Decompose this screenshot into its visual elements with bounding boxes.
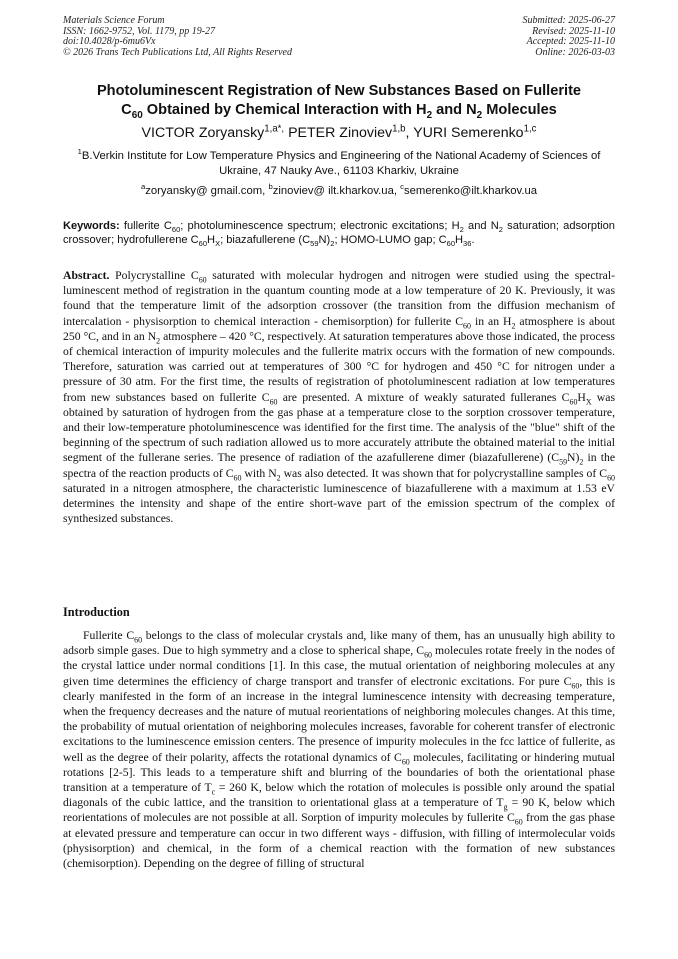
journal-name: Materials Science Forum	[63, 15, 165, 26]
email-link[interactable]: zoryansky@ gmail.com,	[145, 185, 269, 197]
paper-title	[40, 82, 638, 119]
keywords-label: Keywords:	[63, 220, 120, 232]
journal-header-left	[63, 16, 292, 58]
email-link[interactable]: zinoviev@ ilt.kharkov.ua,	[272, 185, 397, 197]
accepted-date: Accepted: 2025-11-10	[526, 36, 615, 47]
doi-link[interactable]: doi:10.4028/p-6mu6Vx	[63, 36, 156, 47]
keywords-section: Keywords: fullerite $C_{60}$; photoluminescence spectrum; electronic excitations; $H_2$ and $N_2$ saturation; adsorption crossover; hydrofullerene $C_{60}H_X$; biazafullerene $(C_{59}N)_2$; HOMO-LUMO gap; $C_{60}H_{36}$.	[63, 220, 615, 249]
revised-date: Revised: 2025-11-10	[532, 25, 615, 37]
online-date: Online: 2026-03-03	[535, 46, 615, 58]
title-line-1: Photoluminescent Registration of New Substances Based on Fullerite	[96, 83, 582, 99]
author-list: VICTOR Zoryansky$^{1,a*,}$ PETER Zinoviev$^{1,b}$, YURI Semerenko$^{1,c}$	[141, 123, 537, 141]
section-heading-introduction: Introduction	[63, 605, 130, 619]
author-name: PETER Zinoviev	[284, 125, 393, 141]
email-link[interactable]: semerenko@ilt.kharkov.ua	[403, 185, 538, 197]
affiliation: $^1$B.Verkin Institute for Low Temperature Physics and Engineering of the National Academy of Sciences of Ukraine, 47 Nauky Ave., 61103 Kharkiv, Ukraine	[77, 147, 601, 177]
abstract-label: Abstract.	[63, 269, 110, 282]
author-name: VICTOR Zoryansky	[141, 125, 265, 141]
author-emails: $^a$zoryansky@ gmail.com, $^b$zinoviev@ ilt.kharkov.ua, $^c$semerenko@ilt.kharkov.ua	[140, 182, 538, 197]
abstract-section: Abstract. Polycrystalline $C_{60}$ saturated with molecular hydrogen and nitrogen were studied using the spectral-luminescent method of registration in the quantum counting mode at a low temperature of 20 K. Previously, it was found that the temperature limit of the adsorption crossover (the transition from the diffusion mechanism of intercalation - physisorption to chemical interaction - chemisorption) for fullerite $C_{60}$ in an $H_2$ atmosphere is about 250 °C, and in an $N_2$ atmosphere – 420 °C, respectively. At saturation temperatures above those indicated, the process of chemical interaction of impurity molecules and the fullerite matrix occurs with the formation of new compounds. Therefore, saturation was carried out at temperatures of 300 °C for hydrogen and 450 °C for nitrogen under a pressure of 30 atm. For the first time, the results of registration of photoluminescent radiation at low temperatures from new substances based on fullerite $C_{60}$ are presented. A mixture of weakly saturated fulleranes $C_{60}H_X$ was obtained by saturation of hydrogen from the gas phase at a temperature close to the sorption crossover temperature, and their low-temperature photoluminescence was identified for the first time. The analysis of the "blue" shift of the beginning of the spectrum of such radiation allowed us to more accurately attribute the obtained material to the initial segment of the fullerane series. The presence of radiation of the azafullerene dimer (biazafullerene) $(C_{59}N)_2$ in the spectra of the reaction products of $C_{60}$ with $N_2$ was also detected. It was shown that for polycrystalline samples of $C_{60}$ saturated in a nitrogen atmosphere, the characteristic luminescence of biazafullerene with a maximum at 1.53 eV determines the intensity and shape of the entire short-wave part of the emission spectrum of the complex of synthesized substances.	[63, 269, 616, 526]
introduction-paragraph: Fullerite $C_{60}$ belongs to the class of molecular crystals and, like many of them, has an unusually high ability to adsorb simple gases. Due to high symmetry and a close to spherical shape, $C_{60}$ molecules rotate freely in the nodes of the crystal lattice under normal conditions [1]. In this case, the mutual orientation of neighboring molecules at any given time determines the efficiency of charge transport and transfer of electronic excitations. For pure $C_{60}$, this is clearly manifested in the form of an increase in the integral luminescence intensity with decreasing temperature, when the frequency decreases and the nature of mutual reorientations of neighboring molecules changes. At this time, the probability of mutual orientation of neighboring molecules increases, favorable for coherent transfer of electronic excitations to the luminescence emission centers. The presence of impurity molecules in the fcc lattice of fullerite, as well as the degree of their polarity, affects the rotational dynamics of $C_{60}$ molecules, facilitating or hindering mutual rotations [2-5]. This leads to a temperature shift and blurring of the boundaries of both the orientational phase transition at a temperature of $T_c = 260$ K, below which the rotation of molecules is possible only around the spatial diagonals of the cubic lattice, and the transition to orientational glass at a temperature of $T_g = 90$ K, below which reorientations of molecules are not possible at all. Sorption of impurity molecules by fullerite $C_{60}$ from the gas phase at elevated pressure and temperature can occur in two different ways - diffusion, with filling of intermolecular voids (physisorption) and chemical, in the form of a chemical reaction with the formation of new substances (chemisorption). Depending on the degree of filling of structural	[63, 629, 616, 871]
issn-line: ISSN: 1662-9752, Vol. 1179, pp 19-27	[63, 25, 216, 37]
journal-header-right	[523, 16, 616, 58]
copyright-line: © 2026 Trans Tech Publications Ltd, All Rights Reserved	[63, 46, 292, 58]
submitted-date: Submitted: 2025-06-27	[522, 15, 615, 26]
title-line-2: $C_{60}$ Obtained by Chemical Interaction with $H_2$ and $N_2$ Molecules	[121, 101, 557, 121]
author-name: YURI Semerenko	[413, 125, 524, 141]
